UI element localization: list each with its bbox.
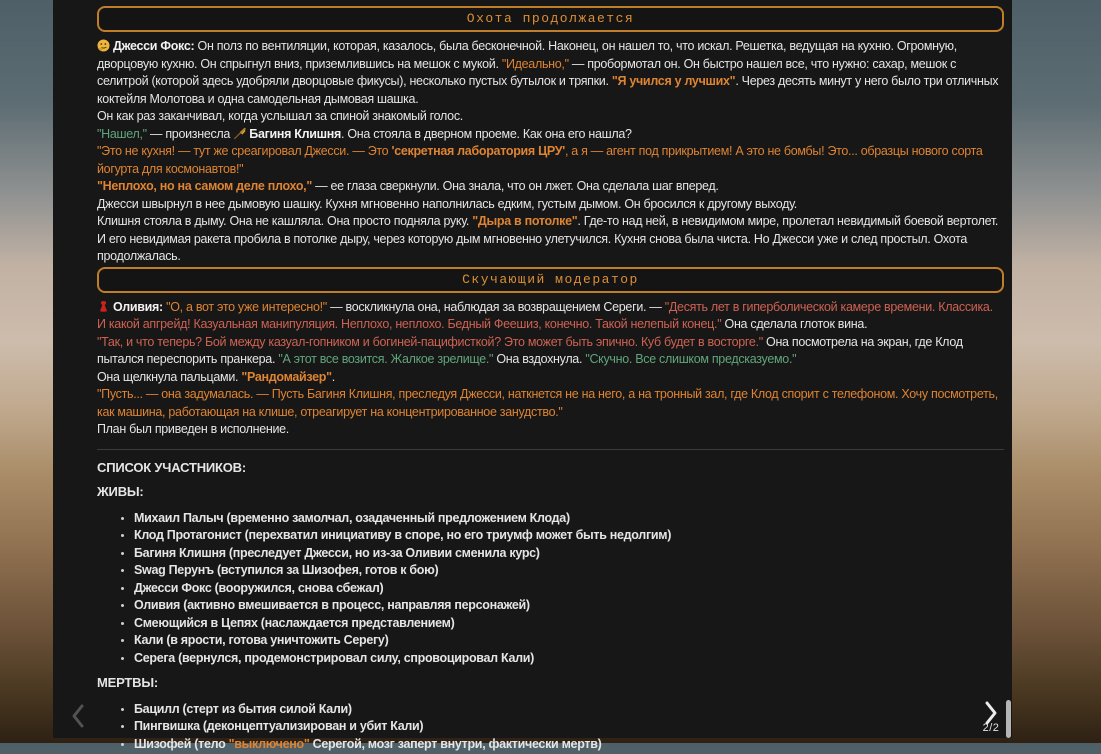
text-segment: "О, а вот это уже интересно!" [166,299,327,314]
text-segment: "Я учился у лучших" [611,74,736,88]
story-paragraph [97,108,1004,126]
text-segment: План был приведен в исполнение. [97,422,289,436]
red-dress-icon [97,300,110,313]
story-panel [53,0,1012,751]
text-segment: "Десять лет в гиперболической камере времени. Классика. И какой апгрейд! Казуальная манипуляция. Неплохо, неплохо. Бедный Феешиз, конечно. Такой нелепый конец." [97,299,993,331]
text-segment: "Рандомайзер" [241,369,332,384]
text-segment: Пингвишка (деконцептуализирован и убит Кали) [134,719,424,733]
text-segment: "А этот все возится. Жалкое зрелище." [278,352,494,366]
text-segment: "Неплохо, но на самом деле плохо," [97,179,312,193]
text-segment: "Пусть... — она задумалась. — Пусть Багиня Клишня, преследуя Джесси, наткнется не на него, а на тронный зал, где Клод спорит с телефоном. Хочу посмотреть, как машина, работающая на клише, отреагирует на концентрированное занудство." [97,387,998,419]
text-segment: — ее глаза сверкнули. Она знала, что он лжет. Она сделала шаг вперед. [311,179,719,193]
dead-list [97,701,1004,754]
roster-item [134,527,1004,545]
thinking-face-icon [97,39,110,52]
section-banner: Скучающий модератор [97,267,1004,293]
roster-item [134,736,1004,754]
text-segment: 'секретная лаборатория ЦРУ' [391,144,565,158]
text-segment: "Нашел," [97,126,147,141]
text-segment: Михаил Палыч (временно замолчал, озадаченный предложением Клода) [134,510,570,525]
story-paragraph [97,38,1004,108]
text-segment: Она вздохнула. [493,352,586,366]
dead-title: МЕРТВЫ: [97,675,158,690]
text-segment: Багиня Клишня (преследует Джесси, но из-за Оливии сменила курс) [134,545,540,560]
roster-item [134,615,1004,633]
alive-list [97,510,1004,668]
story-paragraph [97,299,1004,334]
text-segment: Шизофей (тело [134,736,229,751]
text-segment: Она щелкнула пальцами. [97,369,242,384]
roster-item [134,510,1004,528]
text-segment: Она посмотрела на экран, где Клод пытался переспорить пранкера. [97,334,963,366]
section-divider [97,449,1004,450]
story-paragraph [97,143,1004,178]
text-segment: Кали (в ярости, готова уничтожить Серегу) [134,633,389,647]
roster-item [134,562,1004,580]
story-paragraph [97,334,1004,369]
text-segment: "Дыра в потолке" [472,214,578,228]
text-segment: . Через десять минут у него было три отличных коктейля Молотова и одна самодельная дымовая шашка. [97,74,999,106]
roster-item [134,650,1004,668]
page-indicator: 2/2 [982,722,1000,734]
text-segment: "Идеально," [501,56,569,71]
text-segment: Оливия (активно вмешивается в процесс, направляя персонажей) [134,598,530,612]
previous-page-button[interactable] [69,702,87,735]
text-segment: Бацилл (стерт из бытия силой Кали) [134,701,352,716]
text-segment: Серегой, мозг заперт внутри, фактически мертв) [309,736,602,751]
roster-item [134,632,1004,650]
text-segment: Он полз по вентиляции, которая, казалось, была бесконечной. Наконец, он нашел то, что искал. Решетка, ведущая на кухню. Огромную, дворцовую кухню. Он спрыгнул вниз, приземлившись на мешок с мукой. [97,39,957,71]
text-segment: "Так, и что теперь? Бой между казуал-гопником и богиней-пацифисткой? Это может быть эпично. Куб будет в восторге." [97,334,763,349]
text-segment: "выключено" [228,736,310,751]
alive-title: ЖИВЫ: [97,484,144,499]
roster-item [134,580,1004,598]
story-paragraph [97,421,1004,439]
story-paragraph [97,213,1004,266]
text-segment: "Это не кухня! — тут же среагировал Джесси. — Это [97,144,392,158]
text-segment: . [331,369,335,384]
roster-item [134,718,1004,736]
text-segment: . Где-то над ней, в невидимом мире, пролетал невидимый боевой вертолет. И его невидимая ракета пробила в потолке дыру, через которую дым мгновенно улетучился. Кухня снова была чиста. Но Джесси уже и след простыл. Охота продолжалась. [97,214,999,263]
text-segment: Джесси Фокс: [113,39,195,53]
text-segment: , а я — агент под прикрытием! А это не бомбы! Это... образцы нового сорта йогурта для космонавтов!" [97,144,983,176]
story-paragraph [97,196,1004,214]
text-segment: Багиня Клишня [249,126,342,141]
story-paragraph [97,386,1004,421]
text-segment: Смеющийся в Цепях (наслаждается представлением) [134,615,455,630]
text-segment: Клод Протагонист (перехватил инициативу в споре, но его триумф может быть недолгим) [134,528,672,542]
section-banner: Охота продолжается [97,6,1004,32]
text-segment: Он как раз заканчивал, когда услышал за спиной знакомый голос. [97,109,463,123]
text-segment: . Она стояла в дверном проеме. Как она его нашла? [341,126,632,141]
roster-title: СПИСОК УЧАСТНИКОВ: [97,459,246,475]
text-segment: Серега (вернулся, продемонстрировал силу, спровоцировал Кали) [134,650,535,665]
roster-section [97,459,1004,754]
text-segment: Клишня стояла в дыму. Она не кашляла. Она просто подняла руку. [97,214,473,228]
roster-item [134,597,1004,615]
roster-item [134,545,1004,563]
story-content [53,0,1012,751]
text-segment: Swag Перунъ (вступился за Шизофея, готов к бою) [134,563,439,577]
chevron-left-icon [69,717,87,734]
roster-item [134,701,1004,719]
story-paragraph [97,369,1004,387]
text-segment: Оливия: [113,299,163,314]
text-segment: — пробормотал он. Он быстро нашел все, что нужно: сахар, мешок с селитрой (которой здесь удобряли дворцовые фикусы), несколько пустых бутылок и тряпки. [97,56,957,88]
text-segment: Джесси швырнул в нее дымовую шашку. Кухня мгновенно наполнилась едким, густым дымом. Он бросился к другому выходу. [97,196,797,211]
text-segment: "Скучно. Все слишком предсказуемо." [585,352,797,366]
story-paragraph [97,126,1004,144]
text-segment: — воскликнула она, наблюдая за возвращением Сереги. — [326,299,665,314]
story-blocks [97,6,1004,450]
text-segment: Джесси Фокс (вооружился, снова сбежал) [134,580,384,595]
text-segment: — произнесла [146,126,234,141]
story-paragraph [97,178,1004,196]
broom-icon [233,127,246,140]
text-segment: Она сделала глоток вина. [721,317,868,331]
